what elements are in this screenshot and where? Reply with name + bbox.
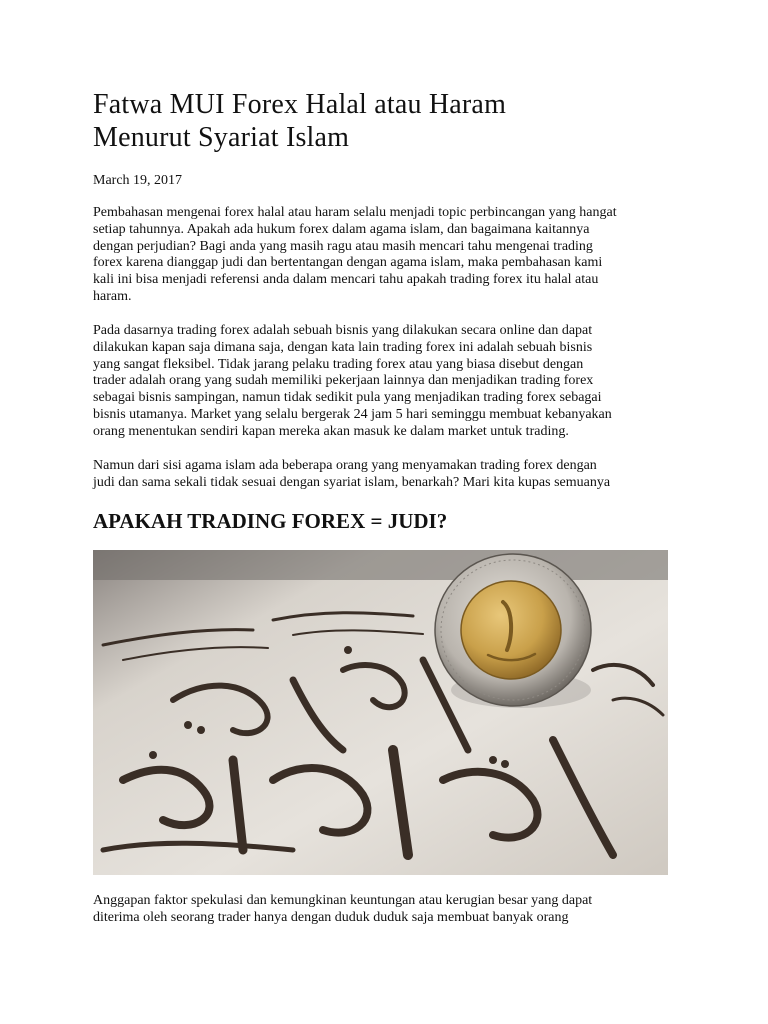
text-line: dilakukan kapan saja dimana saja, dengan kata lain trading forex ini adalah sebuah bisnis [93, 339, 593, 355]
coin-calligraphy-image [93, 550, 668, 875]
text-line: setiap tahunnya. Apakah ada hukum forex dalam agama islam, dan bagaimana kaitannya [93, 221, 590, 237]
paragraph-intro [93, 205, 683, 306]
paragraph-speculation [93, 893, 683, 927]
section-heading: APAKAH TRADING FOREX = JUDI? [93, 509, 448, 533]
title-line: Fatwa MUI Forex Halal atau Haram [93, 89, 507, 120]
text-line: trader adalah orang yang sudah memiliki pekerjaan lainnya dan menjadikan trading forex [93, 373, 594, 389]
text-line: dengan perjudian? Bagi anda yang masih ragu atau masih mencari tahu mengenai trading [93, 238, 593, 254]
article-photo [93, 550, 668, 875]
text-line: yang sangat fleksibel. Tidak jarang pelaku trading forex atau yang biasa disebut dengan [93, 356, 584, 372]
article-date: March 19, 2017 [93, 173, 183, 188]
photo-shadow-top [93, 550, 668, 580]
text-line: bisnis utamanya. Market yang selalu bergerak 24 jam 5 hari seminggu membuat kebanyakan [93, 406, 612, 422]
text-line: Pada dasarnya trading forex adalah sebuah bisnis yang dilakukan secara online dan dapat [93, 323, 593, 338]
paragraph-basics [93, 323, 683, 441]
text-line: haram. [93, 288, 132, 304]
text-line: judi dan sama sekali tidak sesuai dengan syariat islam, benarkah? Mari kita kupas semuanya [93, 474, 611, 490]
text-line: kali ini bisa menjadi referensi anda dalam mencari tahu apakah trading forex itu halal atau [93, 272, 599, 288]
text-line: Pembahasan mengenai forex halal atau haram selalu menjadi topic perbincangan yang hangat [93, 205, 617, 220]
paragraph-question [93, 458, 683, 492]
article-title [93, 88, 683, 154]
text-line: Anggapan faktor spekulasi dan kemungkinan keuntungan atau kerugian besar yang dapat [93, 893, 593, 908]
text-line: Namun dari sisi agama islam ada beberapa orang yang menyamakan trading forex dengan [93, 458, 597, 473]
text-line: diterima oleh seorang trader hanya dengan duduk duduk saja membuat banyak orang [93, 909, 569, 925]
text-line: forex karena dianggap judi dan bertentangan dengan agama islam, maka pembahasan kami [93, 255, 603, 271]
text-line: sebagai bisnis sampingan, namun tidak sedikit pula yang menjadikan trading forex sebagai [93, 390, 602, 406]
text-line: orang menentukan sendiri kapan mereka akan masuk ke dalam market untuk trading. [93, 423, 569, 439]
title-line: Menurut Syariat Islam [93, 122, 350, 153]
